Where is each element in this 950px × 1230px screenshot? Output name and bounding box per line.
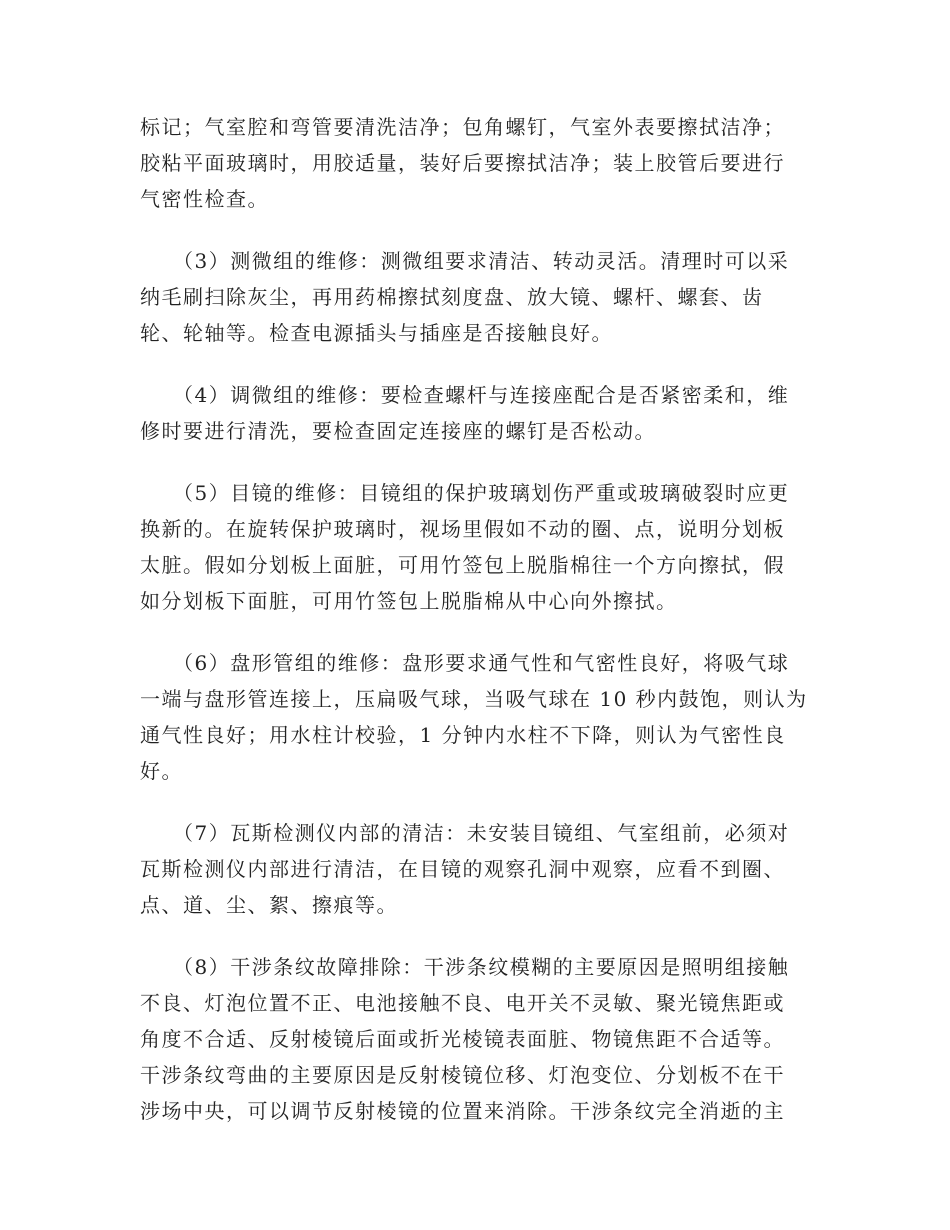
text-line: （6）盘形管组的维修：盘形要求通气性和气密性良好，将吸气球 xyxy=(140,651,790,675)
paragraph-gap xyxy=(140,449,810,475)
text-line: 点、道、尘、絮、擦痕等。 xyxy=(140,893,398,917)
paragraph-4-adjuster-repair xyxy=(140,377,810,449)
text-line: （3）测微组的维修：测微组要求清洁、转动灵活。清理时可以采 xyxy=(140,249,790,273)
paragraph-intro xyxy=(140,109,810,217)
document-body xyxy=(140,109,810,1129)
text-line: 气密性检查。 xyxy=(140,187,269,211)
paragraph-gap xyxy=(140,217,810,243)
paragraph-8-fringe-troubleshooting xyxy=(140,949,810,1129)
text-line: （5）目镜的维修：目镜组的保护玻璃划伤严重或玻璃破裂时应更 xyxy=(140,481,790,505)
text-line: 如分划板下面脏，可用竹签包上脱脂棉从中心向外擦拭。 xyxy=(140,589,678,613)
paragraph-6-coil-tube-repair xyxy=(140,645,810,789)
text-line: 干涉条纹弯曲的主要原因是反射棱镜位移、灯泡变位、分划板不在干 xyxy=(140,1063,785,1087)
text-line: 胶粘平面玻璃时，用胶适量，装好后要擦拭洁净；装上胶管后要进行 xyxy=(140,151,785,175)
paragraph-gap xyxy=(140,351,810,377)
paragraph-gap xyxy=(140,789,810,815)
text-line: 通气性良好；用水柱计校验，1 分钟内水柱不下降，则认为气密性良 xyxy=(140,723,786,747)
text-line: 太脏。假如分划板上面脏，可用竹签包上脱脂棉往一个方向擦拭，假 xyxy=(140,553,785,577)
text-line: 瓦斯检测仪内部进行清洁，在目镜的观察孔洞中观察，应看不到圈、 xyxy=(140,857,785,881)
paragraph-3-micrometer-repair xyxy=(140,243,810,351)
paragraph-7-internal-cleaning xyxy=(140,815,810,923)
text-line: 换新的。在旋转保护玻璃时，视场里假如不动的圈、点，说明分划板 xyxy=(140,517,785,541)
paragraph-gap xyxy=(140,619,810,645)
text-line: 不良、灯泡位置不正、电池接触不良、电开关不灵敏、聚光镜焦距或 xyxy=(140,991,785,1015)
text-line: 角度不合适、反射棱镜后面或折光棱镜表面脏、物镜焦距不合适等。 xyxy=(140,1027,785,1051)
text-line: 标记；气室腔和弯管要清洗洁净；包角螺钉，气室外表要擦拭洁净； xyxy=(140,115,785,139)
paragraph-gap xyxy=(140,923,810,949)
text-line: 纳毛刷扫除灰尘，再用药棉擦拭刻度盘、放大镜、螺杆、螺套、齿 xyxy=(140,285,764,309)
text-line: 好。 xyxy=(140,759,183,783)
text-line: 一端与盘形管连接上，压扁吸气球，当吸气球在 10 秒内鼓饱，则认为 xyxy=(140,687,808,711)
text-line: 修时要进行清洗，要检查固定连接座的螺钉是否松动。 xyxy=(140,419,656,443)
text-line: （8）干涉条纹故障排除：干涉条纹模糊的主要原因是照明组接触 xyxy=(140,955,790,979)
text-line: （4）调微组的维修：要检查螺杆与连接座配合是否紧密柔和，维 xyxy=(140,383,790,407)
text-line: 涉场中央，可以调节反射棱镜的位置来消除。干涉条纹完全消逝的主 xyxy=(140,1099,785,1123)
text-line: 轮、轮轴等。检查电源插头与插座是否接触良好。 xyxy=(140,321,613,345)
text-line: （7）瓦斯检测仪内部的清洁：未安装目镜组、气室组前，必须对 xyxy=(140,821,790,845)
paragraph-5-eyepiece-repair xyxy=(140,475,810,619)
